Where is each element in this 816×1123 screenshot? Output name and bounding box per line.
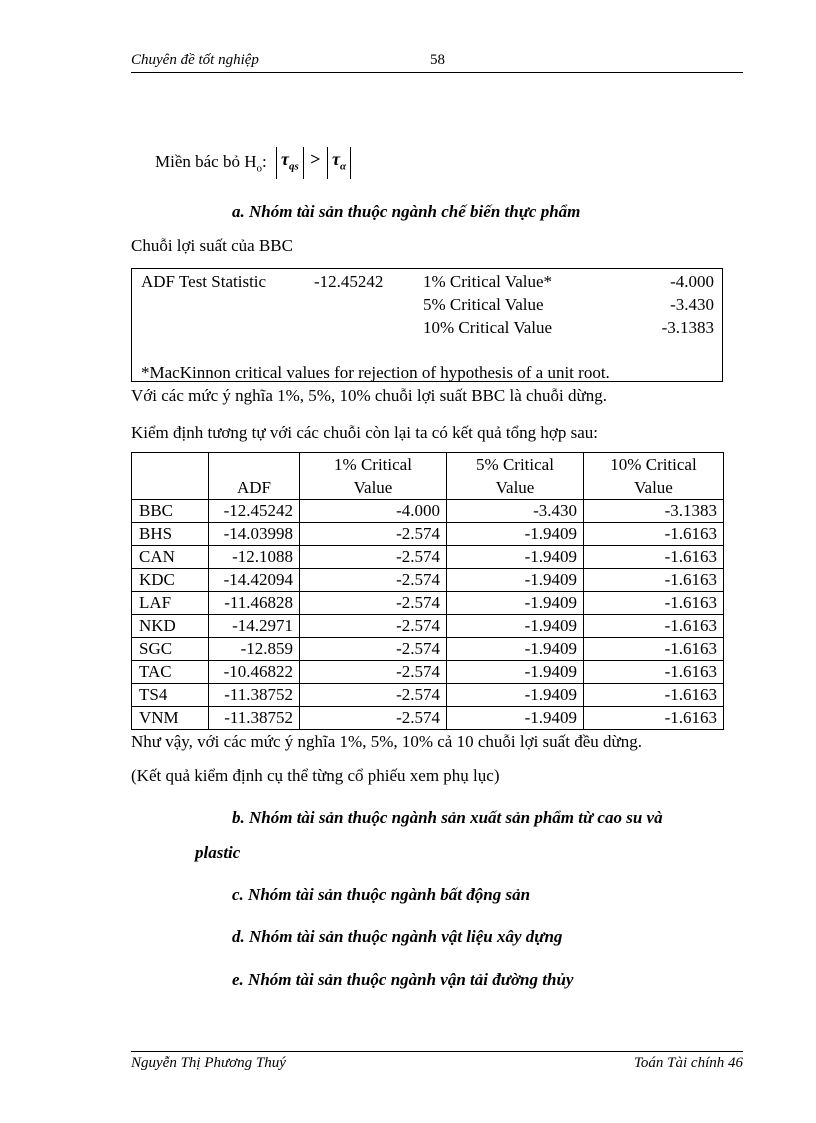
crit-5-value: -3.430 xyxy=(670,295,714,314)
crit-1-label: 1% Critical Value* xyxy=(423,272,553,291)
adf-cell: -14.2971 xyxy=(209,615,300,638)
conclusion-bbc: Với các mức ý nghĩa 1%, 5%, 10% chuỗi lợi suất BBC là chuỗi dừng. xyxy=(131,386,607,405)
ticker-cell: TS4 xyxy=(132,684,209,707)
crit-1-value: -4.000 xyxy=(670,272,714,291)
footer-course: Toán Tài chính 46 xyxy=(633,1055,743,1071)
tau-alpha-abs: $\tau_\alpha$ xyxy=(327,147,351,179)
crit-5-cell: -1.9409 xyxy=(447,707,584,730)
rejection-colon: : xyxy=(262,152,267,171)
ticker-cell: VNM xyxy=(132,707,209,730)
crit-1-cell: -2.574 xyxy=(300,684,447,707)
adf-stat-label: ADF Test Statistic xyxy=(141,272,267,291)
header-crit-1: 1% Critical Value xyxy=(300,453,447,500)
crit-1-cell: -2.574 xyxy=(300,707,447,730)
crit-10-cell: -1.6163 xyxy=(584,638,724,661)
crit-10-cell: -1.6163 xyxy=(584,523,724,546)
crit-1-cell: -2.574 xyxy=(300,592,447,615)
ticker-cell: CAN xyxy=(132,546,209,569)
ticker-cell: TAC xyxy=(132,661,209,684)
summary-intro: Kiểm định tương tự với các chuỗi còn lại ta có kết quả tổng hợp sau: xyxy=(131,423,598,442)
adf-cell: -11.38752 xyxy=(209,707,300,730)
header-crit-10: 10% Critical Value xyxy=(584,453,724,500)
crit-1-cell: -2.574 xyxy=(300,569,447,592)
crit-10-label: 10% Critical Value xyxy=(423,318,553,337)
crit-5-cell: -1.9409 xyxy=(447,523,584,546)
footer-rule xyxy=(131,1051,743,1052)
conclusion-all: Như vậy, với các mức ý nghĩa 1%, 5%, 10% cả 10 chuỗi lợi suất đều dừng. xyxy=(131,732,642,751)
rejection-formula xyxy=(276,147,351,179)
heading-b-line1: b. Nhóm tài sản thuộc ngành sản xuất sản phẩm từ cao su và xyxy=(232,808,663,827)
crit-5-cell: -1.9409 xyxy=(447,638,584,661)
ticker-cell: BBC xyxy=(132,500,209,523)
adf-cell: -12.859 xyxy=(209,638,300,661)
crit-5-cell: -1.9409 xyxy=(447,546,584,569)
crit-10-cell: -1.6163 xyxy=(584,707,724,730)
crit-10-cell: -1.6163 xyxy=(584,615,724,638)
adf-cell: -11.38752 xyxy=(209,684,300,707)
crit-1-cell: -2.574 xyxy=(300,638,447,661)
table-row xyxy=(132,638,724,661)
table-row xyxy=(132,569,724,592)
tau-qs-abs: $\tau_{qs}$ xyxy=(276,147,304,179)
crit-1-cell: -4.000 xyxy=(300,500,447,523)
heading-c: c. Nhóm tài sản thuộc ngành bất động sản xyxy=(232,885,531,904)
mackinnon-note: *MacKinnon critical values for rejection of hypothesis of a unit root. xyxy=(141,363,610,382)
crit-10-cell: -1.6163 xyxy=(584,592,724,615)
heading-b-line2: plastic xyxy=(195,843,241,862)
adf-cell: -14.42094 xyxy=(209,569,300,592)
heading-e: e. Nhóm tài sản thuộc ngành vận tải đường thủy xyxy=(232,970,574,989)
header-ticker xyxy=(132,453,209,500)
table-row xyxy=(132,546,724,569)
adf-stat-value: -12.45242 xyxy=(314,272,384,291)
ticker-cell: LAF xyxy=(132,592,209,615)
adf-cell: -14.03998 xyxy=(209,523,300,546)
crit-10-cell: -1.6163 xyxy=(584,569,724,592)
adf-cell: -10.46822 xyxy=(209,661,300,684)
header-title: Chuyên đề tốt nghiệp xyxy=(131,52,259,68)
header-adf: ADF xyxy=(209,453,300,500)
crit-10-cell: -1.6163 xyxy=(584,661,724,684)
crit-10-cell: -1.6163 xyxy=(584,684,724,707)
crit-1-cell: -2.574 xyxy=(300,546,447,569)
greater-than-operator: > xyxy=(310,149,321,169)
adf-output-box xyxy=(131,268,723,382)
adf-cell: -12.1088 xyxy=(209,546,300,569)
header-rule xyxy=(131,72,743,73)
ticker-cell: SGC xyxy=(132,638,209,661)
ticker-cell: NKD xyxy=(132,615,209,638)
heading-a: a. Nhóm tài sản thuộc ngành chế biến thực phẩm xyxy=(232,202,581,221)
heading-d: d. Nhóm tài sản thuộc ngành vật liệu xây dựng xyxy=(232,927,563,946)
crit-10-cell: -3.1383 xyxy=(584,500,724,523)
page-number: 58 xyxy=(430,52,445,68)
crit-5-cell: -1.9409 xyxy=(447,684,584,707)
rejection-label: Miền bác bỏ H xyxy=(155,152,257,171)
header-crit-5: 5% Critical Value xyxy=(447,453,584,500)
crit-1-cell: -2.574 xyxy=(300,615,447,638)
adf-cell: -12.45242 xyxy=(209,500,300,523)
crit-5-cell: -1.9409 xyxy=(447,569,584,592)
table-row xyxy=(132,615,724,638)
table-row xyxy=(132,707,724,730)
crit-10-cell: -1.6163 xyxy=(584,546,724,569)
appendix-note: (Kết quả kiểm định cụ thể từng cổ phiếu xem phụ lục) xyxy=(131,766,500,785)
ticker-cell: BHS xyxy=(132,523,209,546)
adf-cell: -11.46828 xyxy=(209,592,300,615)
rejection-subscript: o xyxy=(256,162,263,175)
crit-5-cell: -1.9409 xyxy=(447,661,584,684)
crit-5-cell: -3.430 xyxy=(447,500,584,523)
table-row xyxy=(132,592,724,615)
crit-1-cell: -2.574 xyxy=(300,661,447,684)
crit-5-label: 5% Critical Value xyxy=(423,295,544,314)
table-row xyxy=(132,684,724,707)
crit-5-cell: -1.9409 xyxy=(447,592,584,615)
table-row xyxy=(132,523,724,546)
crit-5-cell: -1.9409 xyxy=(447,615,584,638)
table-row xyxy=(132,661,724,684)
results-table xyxy=(131,452,724,730)
crit-10-value: -3.1383 xyxy=(661,318,714,337)
table-header-row xyxy=(132,453,724,500)
ticker-cell: KDC xyxy=(132,569,209,592)
crit-1-cell: -2.574 xyxy=(300,523,447,546)
rejection-region xyxy=(155,152,267,174)
footer-author: Nguyễn Thị Phương Thuý xyxy=(131,1055,286,1071)
table-row xyxy=(132,500,724,523)
series-label: Chuỗi lợi suất của BBC xyxy=(131,236,293,255)
